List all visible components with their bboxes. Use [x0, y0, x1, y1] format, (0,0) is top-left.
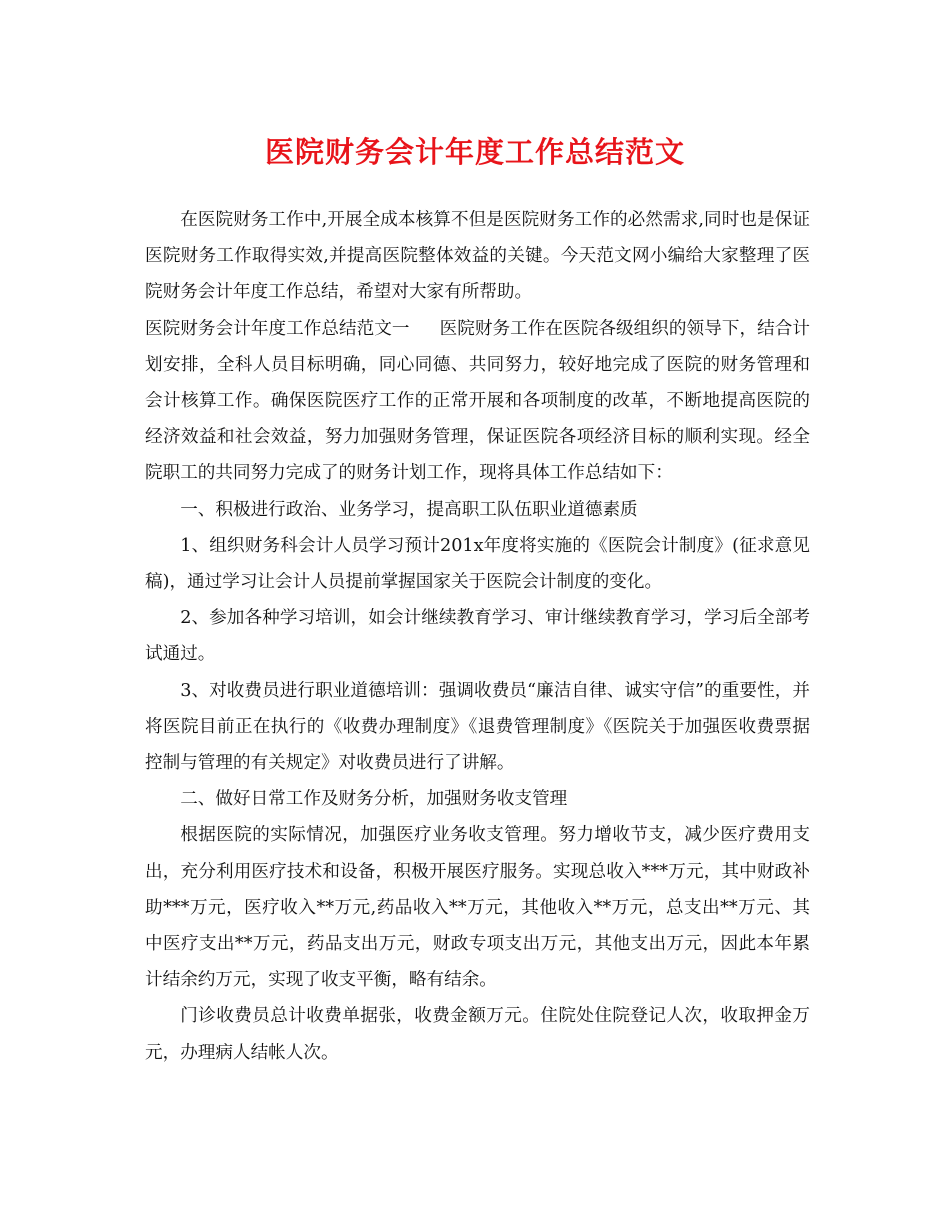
- income-expense-paragraph: 根据医院的实际情况，加强医疗业务收支管理。努力增收节支，减少医疗费用支出，充分利用医疗技术和设备，积极开展医疗服务。实现总收入***万元，其中财政补助***万元，医疗收入**万元,药品收入**万元，其他收入**万元，总支出**万元、其中医疗支出**万元，药品支出万元，财政专项支出万元，其他支出万元，因此本年累计结余约万元，实现了收支平衡，略有结余。: [145, 825, 810, 991]
- document-body: [145, 202, 810, 1071]
- item-two-paragraph: 2、参加各种学习培训，如会计继续教育学习、审计继续教育学习，学习后全部考试通过。: [145, 608, 810, 665]
- document-title: 医院财务会计年度工作总结范文: [264, 135, 685, 169]
- summary-text: 医院财务工作在医院各级组织的领导下，结合计划安排，全科人员目标明确，同心同德、共同努力，较好地完成了医院的财务管理和会计核算工作。确保医院医疗工作的正常开展和各项制度的改革，不断地提高医院的经济效益和社会效益，努力加强财务管理，保证医院各项经济目标的顺利实现。经全院职工的共同努力完成了的财务计划工作，现将具体工作总结如下：: [145, 318, 810, 484]
- intro-paragraph: 在医院财务工作中,开展全成本核算不但是医院财务工作的必然需求,同时也是保证医院财务工作取得实效,并提高医院整体效益的关键。今天范文网小编给大家整理了医院财务会计年度工作总结，希望对大家有所帮助。: [145, 210, 810, 303]
- subtitle-text: 医院财务会计年度工作总结范文一: [145, 318, 410, 339]
- outpatient-paragraph: 门诊收费员总计收费单据张，收费金额万元。住院处住院登记人次，收取押金万元，办理病人结帐人次。: [145, 1006, 810, 1063]
- heading-one: 一、积极进行政治、业务学习，提高职工队伍职业道德素质: [180, 499, 638, 520]
- heading-two: 二、做好日常工作及财务分析，加强财务收支管理: [180, 789, 568, 810]
- item-one-paragraph: 1、组织财务科会计人员学习预计201x年度将实施的《医院会计制度》(征求意见稿)，通过学习让会计人员提前掌握国家关于医院会计制度的变化。: [145, 535, 810, 593]
- item-three-paragraph: 3、对收费员进行职业道德培训：强调收费员“廉洁自律、诚实守信”的重要性，并将医院目前正在执行的《收费办理制度》《退费管理制度》《医院关于加强医收费票据控制与管理的有关规定》对收费员进行了讲解。: [145, 680, 810, 774]
- section-heading-paragraph: [145, 311, 810, 492]
